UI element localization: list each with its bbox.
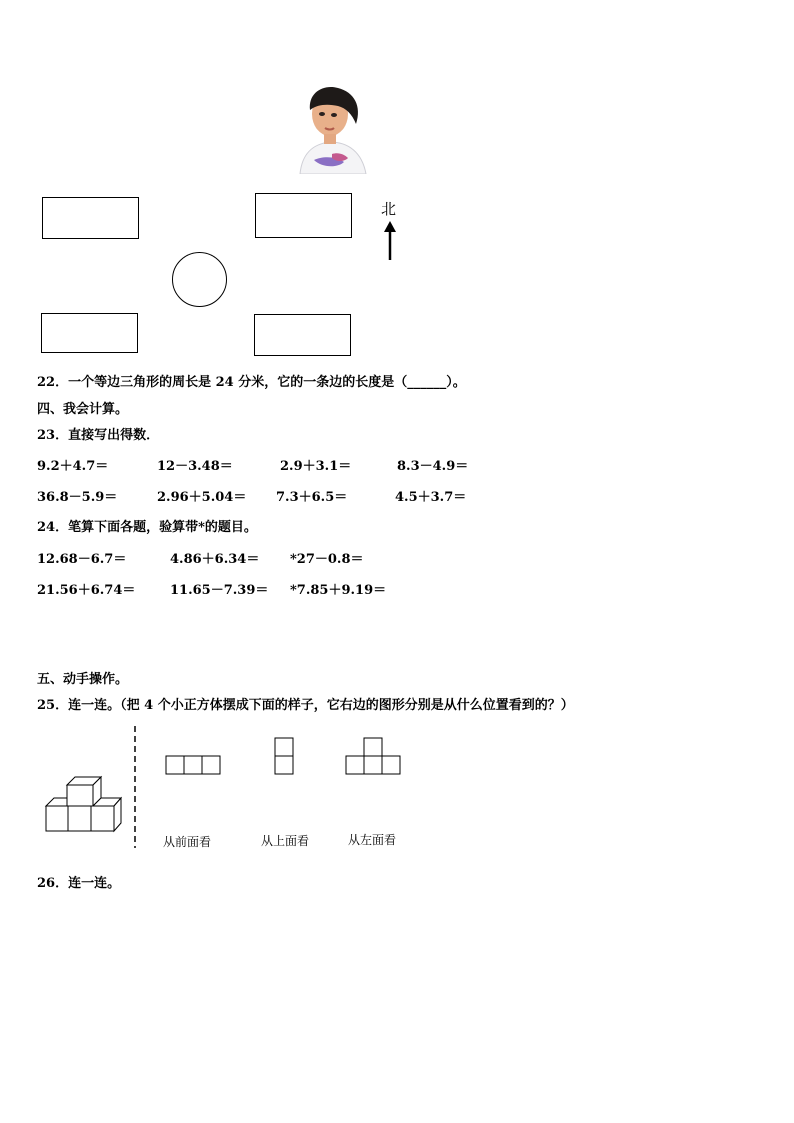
q24-item: 21.56＋6.74＝ [37,583,136,598]
diagram-rect-top-left [42,197,139,239]
section-4-heading: 四、我会计算。 [37,402,129,417]
q23-item: 36.8－5.9＝ [37,490,118,505]
q24-item: *27－0.8＝ [290,552,364,567]
q24-item: 4.86＋6.34＝ [170,552,260,567]
question-24-title: 24．笔算下面各题，验算带*的题目。 [37,520,257,535]
question-22: 22．一个等边三角形的周长是 24 分米，它的一条边的长度是（______）。 [37,375,466,390]
diagram-rect-top-right [255,193,352,238]
question-25-title: 25．连一连。（把 4 个小正方体摆成下面的样子，它右边的图形分别是从什么位置看到的？） [37,698,574,713]
view-label-left: 从左面看 [348,833,397,847]
q23-item: 2.96＋5.04＝ [157,490,247,505]
q23-item: 2.9＋3.1＝ [280,459,352,474]
question-23-title: 23．直接写出得数． [37,428,160,443]
dashed-separator [132,726,138,848]
q23-item: 7.3＋6.5＝ [276,490,348,505]
view-label-front: 从前面看 [163,835,212,849]
diagram-rect-bottom-right [254,314,351,356]
view-shape-3 [345,737,403,777]
view-label-top: 从上面看 [261,834,310,848]
diagram-center-circle [172,252,227,307]
section-5-heading: 五、动手操作。 [37,672,129,687]
view-shape-2 [274,737,296,777]
north-label: 北 [381,200,397,218]
q23-item: 8.3－4.9＝ [397,459,469,474]
q23-item: 4.5＋3.7＝ [395,490,467,505]
diagram-rect-bottom-left [41,313,138,353]
boy-illustration [292,84,370,174]
north-arrow-icon [383,220,397,262]
q23-item: 12－3.48＝ [157,459,233,474]
q24-item: 11.65－7.39＝ [170,583,269,598]
question-26: 26．连一连。 [37,876,121,891]
q23-item: 9.2＋4.7＝ [37,459,109,474]
q24-item: *7.85＋9.19＝ [290,583,387,598]
cube-stack-figure [44,773,124,833]
q24-item: 12.68－6.7＝ [37,552,127,567]
view-shape-1 [165,755,223,777]
